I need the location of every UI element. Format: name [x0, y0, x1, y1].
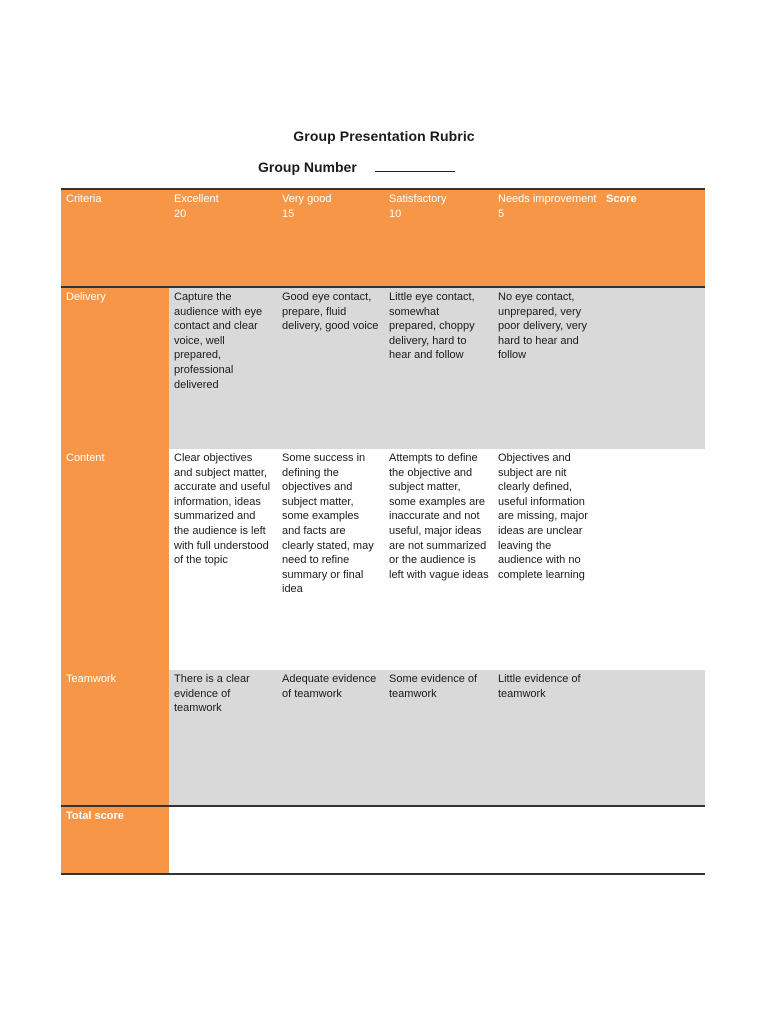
criterion-teamwork: Teamwork [61, 670, 169, 806]
criterion-delivery: Delivery [61, 287, 169, 449]
cell-excellent: Capture the audience with eye contact and clear voice, well prepared, professional delivered [169, 287, 277, 449]
header-excellent: Excellent 20 [169, 189, 277, 287]
cell-excellent: There is a clear evidence of teamwork [169, 670, 277, 806]
page-title: Group Presentation Rubric [293, 128, 475, 144]
group-number-label: Group Number [258, 159, 357, 175]
cell-score [601, 287, 705, 449]
cell-satisfactory: Attempts to define the objective and subject matter, some examples are inaccurate and not useful, major ideas are not summarized or the audience is left with vague ideas [384, 449, 493, 670]
header-score: Score [601, 189, 705, 287]
cell-satisfactory: Some evidence of teamwork [384, 670, 493, 806]
table-row [61, 287, 705, 449]
cell-needs-improvement: Objectives and subject are nit clearly defined, useful information are missing, major ideas are unclear leaving the audience with no complete learning [493, 449, 601, 670]
header-criteria: Criteria [61, 189, 169, 287]
group-number-line [258, 159, 455, 175]
cell-very-good: Some success in defining the objectives and subject matter, some examples and facts are clearly stated, may need to refine summary or final idea [277, 449, 384, 670]
header-very-good: Very good 15 [277, 189, 384, 287]
total-score-row [61, 806, 705, 874]
cell-very-good: Good eye contact, prepare, fluid delivery, good voice [277, 287, 384, 449]
header-satisfactory: Satisfactory 10 [384, 189, 493, 287]
header-needs-improvement: Needs improvement 5 [493, 189, 601, 287]
group-number-blank [375, 161, 441, 172]
table-row [61, 449, 705, 670]
criterion-content: Content [61, 449, 169, 670]
cell-score [601, 449, 705, 670]
group-number-blank-tail [441, 159, 455, 172]
cell-excellent: Clear objectives and subject matter, accurate and useful information, ideas summarized and the audience is left with full understood of the topic [169, 449, 277, 670]
total-score-label: Total score [61, 806, 169, 874]
cell-score [601, 670, 705, 806]
header-row [61, 189, 705, 287]
cell-needs-improvement: Little evidence of teamwork [493, 670, 601, 806]
cell-very-good: Adequate evidence of teamwork [277, 670, 384, 806]
cell-satisfactory: Little eye contact, somewhat prepared, choppy delivery, hard to hear and follow [384, 287, 493, 449]
rubric-table [61, 188, 705, 875]
total-score-value [169, 806, 705, 874]
cell-needs-improvement: No eye contact, unprepared, very poor delivery, very hard to hear and follow [493, 287, 601, 449]
table-row [61, 670, 705, 806]
